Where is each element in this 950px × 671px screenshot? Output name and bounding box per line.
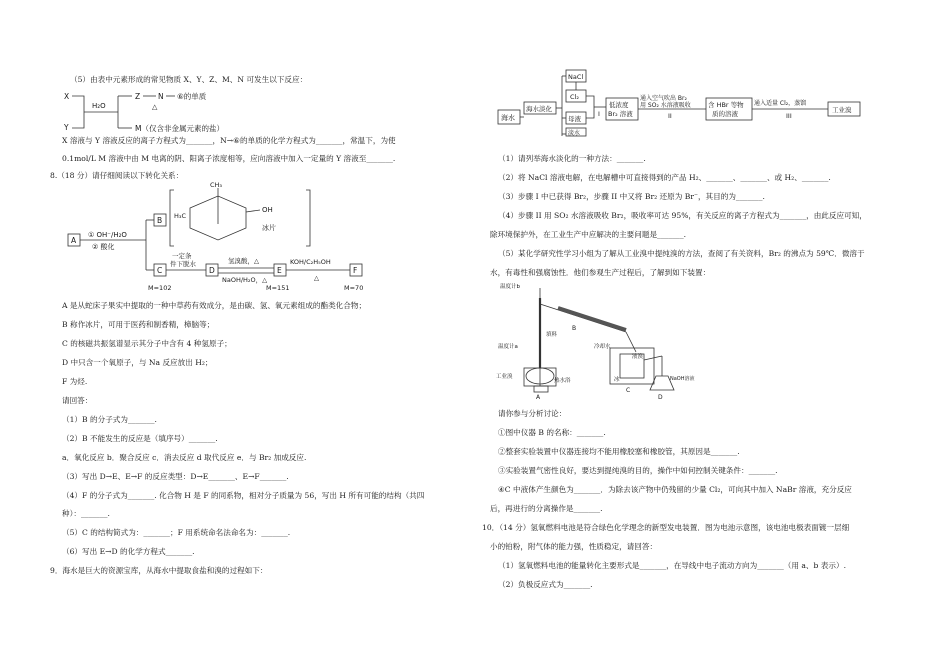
q8-4a: （4）F 的分子式为_______. 化合物 H 是 F 的同系物，相对分子质量为 56，写出 H 所有可能的结构（共四 <box>62 491 425 500</box>
q9-d4b: 后，再进行的分离操作是_______. <box>490 504 603 513</box>
q8-b: B 称作冰片，可用于医药和制香精，樟脑等； <box>62 320 215 329</box>
q8-bingpian: 冰片 <box>262 224 276 232</box>
flow-hbr1: 含 HBr 等物 <box>708 101 744 109</box>
flow-step2b: 用 SO₂ 水溶液吸收 <box>640 102 691 109</box>
q8-m-e: M=151 <box>266 284 290 292</box>
q8-oh: OH <box>262 206 273 214</box>
q7-intro: （5）由表中元素形成的常见物质 X、Y、Z、M、N 可发生以下反应： <box>70 75 308 84</box>
q9-d2: ②整套实验装置中仪器连接均不能用橡胶塞和橡胶管，其原因是_______. <box>498 447 740 456</box>
q7-x: X <box>64 92 70 101</box>
q8-b-label: B <box>157 216 163 225</box>
q8-m-c: M=102 <box>148 284 172 292</box>
q10-2: （2）负极反应式为_______. <box>498 580 593 589</box>
app-label-d: D <box>658 394 663 401</box>
app-liquid: 液溴 <box>632 354 644 360</box>
q10-intro-a: 10．（14 分）氢氧燃料电池是符合绿色化学理念的新型发电装置．图为电池示意图，该电池电极表面镀一层细 <box>482 523 850 532</box>
app-naoh: NaOH溶液 <box>670 376 695 382</box>
q8-2: （2）B 不能发生的反应是（填序号）_______. <box>62 434 218 443</box>
distillation-apparatus <box>496 282 706 400</box>
app-industrial: 工业溴 <box>496 374 513 380</box>
q7-h2o: H₂O <box>92 102 106 110</box>
q8-ask: 请回答： <box>62 396 93 405</box>
flow-roman-1: I <box>598 110 600 118</box>
q7-y: Y <box>64 123 69 132</box>
q9-5a: （5）某化学研究性学习小组为了解从工业溴中提纯溴的方法，查阅了有关资料，Br₂ 的沸点为 59℃．微溶于 <box>498 249 865 258</box>
q9-title: 9．海水是巨大的资源宝库，从海水中提取食盐和溴的过程如下： <box>50 566 268 575</box>
q8-c-label: C <box>157 266 163 275</box>
q7-line1: X 溶液与 Y 溶液反应的离子方程式为_______，N→⑥的单质的化学方程式为_______，常温下，为使 <box>62 136 396 145</box>
q8-de-top: 氢溴酸，△ <box>228 257 259 265</box>
flow-low1: 低浓度 <box>609 101 629 109</box>
app-water: 冷却水 <box>594 344 611 350</box>
q8-ef-bottom: △ <box>314 274 319 282</box>
flow-low2: Br₂ 溶液 <box>608 110 633 118</box>
flow-cl2: Cl₂ <box>570 93 579 101</box>
q8-f: F 为烃. <box>62 377 88 386</box>
q8-6: （6）写出 E→D 的化学方程式_______. <box>62 547 195 556</box>
q7-m: M（仅含非金属元素的盐） <box>135 124 224 133</box>
q8-h3c: H₃C <box>174 212 187 220</box>
q8-d: D 中只含一个氧原子，与 Na 反应放出 H₂； <box>62 358 213 367</box>
flow-step2a: 通入空气吹出 Br₂ <box>640 95 687 102</box>
q9-d3: ③实验装置气密性良好，要达到提纯溴的目的，操作中如何控制关键条件：_______. <box>498 466 778 475</box>
q8-e-label: E <box>277 266 282 275</box>
q8-3: （3）写出 D→E、E→F 的反应类型：D→E_______、E→F_______. <box>62 472 289 481</box>
q8-1: （1）B 的分子式为_______. <box>62 415 157 424</box>
q7-line2: 0.1mol/L M 溶液中由 M 电离的阴、阳离子浓度相等，应向溶液中加入一定量的 Y 溶液至_______. <box>62 154 396 163</box>
flow-mother: 母液 <box>568 115 581 123</box>
q9-d1: ①图中仪器 B 的名称：_______. <box>498 428 606 437</box>
q7-z: Z <box>135 92 141 101</box>
flow-industrial: 工业溴 <box>832 106 852 114</box>
q8-cd-top1: 一定条 <box>172 252 192 260</box>
q8-ef-top: KOH/C₂H₅OH <box>290 258 331 266</box>
flow-roman-3: III <box>786 112 792 120</box>
q9-5b: 水，有毒性和强腐蚀性．他们参观生产过程后，了解到如下装置： <box>490 268 711 277</box>
q9-d4a: ④C 中液体产生颜色为_______．为除去该产物中仍残留的少量 Cl₂，可向其中加入 NaBr 溶液，充分反应 <box>498 485 852 494</box>
app-thermo-a: 温度计a <box>498 344 518 350</box>
q8-conversion-diagram <box>68 181 398 292</box>
q8-d-label: D <box>209 266 215 275</box>
q9-4a: （4）步骤 II 用 SO₂ 水溶液吸收 Br₂，吸收率可达 95%，有关反应的离子方程式为_______，由此反应可知， <box>498 211 867 220</box>
q8-5: （5）C 的结构简式为：_______；F 用系统命名法命名为：_______. <box>62 528 291 537</box>
q9-2: （2）将 NaCl 溶液电解，在电解槽中可直接得到的产品 H₂、_______、_______、或 H₂、_______. <box>498 173 831 182</box>
q8-de-bottom: NaOH/H₂O，△ <box>222 276 268 284</box>
flow-desal: 海水淡化 <box>526 105 552 113</box>
q8-step1: ① OH⁻/H₂O <box>88 231 127 239</box>
q8-a: A 是从蛇床子果实中提取的一种中草药有效成分，是由碳、氢、氧元素组成的酯类化合物； <box>62 301 367 310</box>
q7-reaction-diagram <box>62 90 322 134</box>
q8-f-label: F <box>353 266 358 275</box>
q8-title: 8.（18 分）请仔细阅读以下转化关系： <box>50 171 184 180</box>
flow-roman-2: II <box>668 112 672 120</box>
app-label-a: A <box>536 394 541 401</box>
q9-1: （1）请列举海水淡化的一种方法：_______. <box>498 154 646 163</box>
q7-delta: △ <box>152 103 158 111</box>
q8-2-options: a．氧化反应 b．聚合反应 c．消去反应 d 取代反应 e．与 Br₂ 加成反应. <box>62 453 307 462</box>
q8-4b: 种）：_______. <box>62 509 110 518</box>
q9-discuss: 请你参与分析讨论： <box>498 409 567 418</box>
q7-n: N <box>158 92 164 101</box>
app-thermo-b: 温度计b <box>500 284 520 290</box>
app-hot-water: 热水浴 <box>554 378 571 384</box>
flow-nacl: NaCl <box>568 73 584 81</box>
app-label-b: B <box>572 325 577 332</box>
app-ice: 冰 <box>614 377 620 383</box>
q8-c: C 的核磁共振氢谱显示其分子中含有 4 种氢原子； <box>62 339 232 348</box>
q8-step2: ② 酸化 <box>92 243 115 251</box>
q10-1: （1）氢氧燃料电池的能量转化主要形式是_______，在导线中电子流动方向为_______（用 a、b 表示）. <box>498 561 846 570</box>
q8-a-label: A <box>71 236 77 245</box>
app-label-c: C <box>626 387 631 394</box>
flow-fresh: 淡水 <box>568 130 581 137</box>
flow-hbr2: 质的溶液 <box>712 110 738 118</box>
q9-4b: 除环境保护外，在工业生产中应解决的主要问题是_______. <box>490 230 687 239</box>
q9-3: （3）步骤 I 中已获得 Br₂，步骤 II 中又将 Br₂ 还原为 Br⁻，其目的为_______. <box>498 192 765 201</box>
q10-intro-b: 小的铂粉，附气体的能力强，性质稳定，请回答： <box>490 542 658 551</box>
flow-step3a: 通入适量 Cl₂，蒸馏 <box>754 100 807 107</box>
q9-flow-diagram <box>498 70 878 136</box>
q8-m-f: M=70 <box>344 284 364 292</box>
q8-cd-top2: 件下脱水 <box>170 260 196 268</box>
flow-seawater: 海水 <box>501 114 515 122</box>
q7-product: ⑥的单质 <box>177 92 207 101</box>
app-filler: 填料 <box>546 332 558 338</box>
q8-ch3: CH₃ <box>210 181 223 189</box>
